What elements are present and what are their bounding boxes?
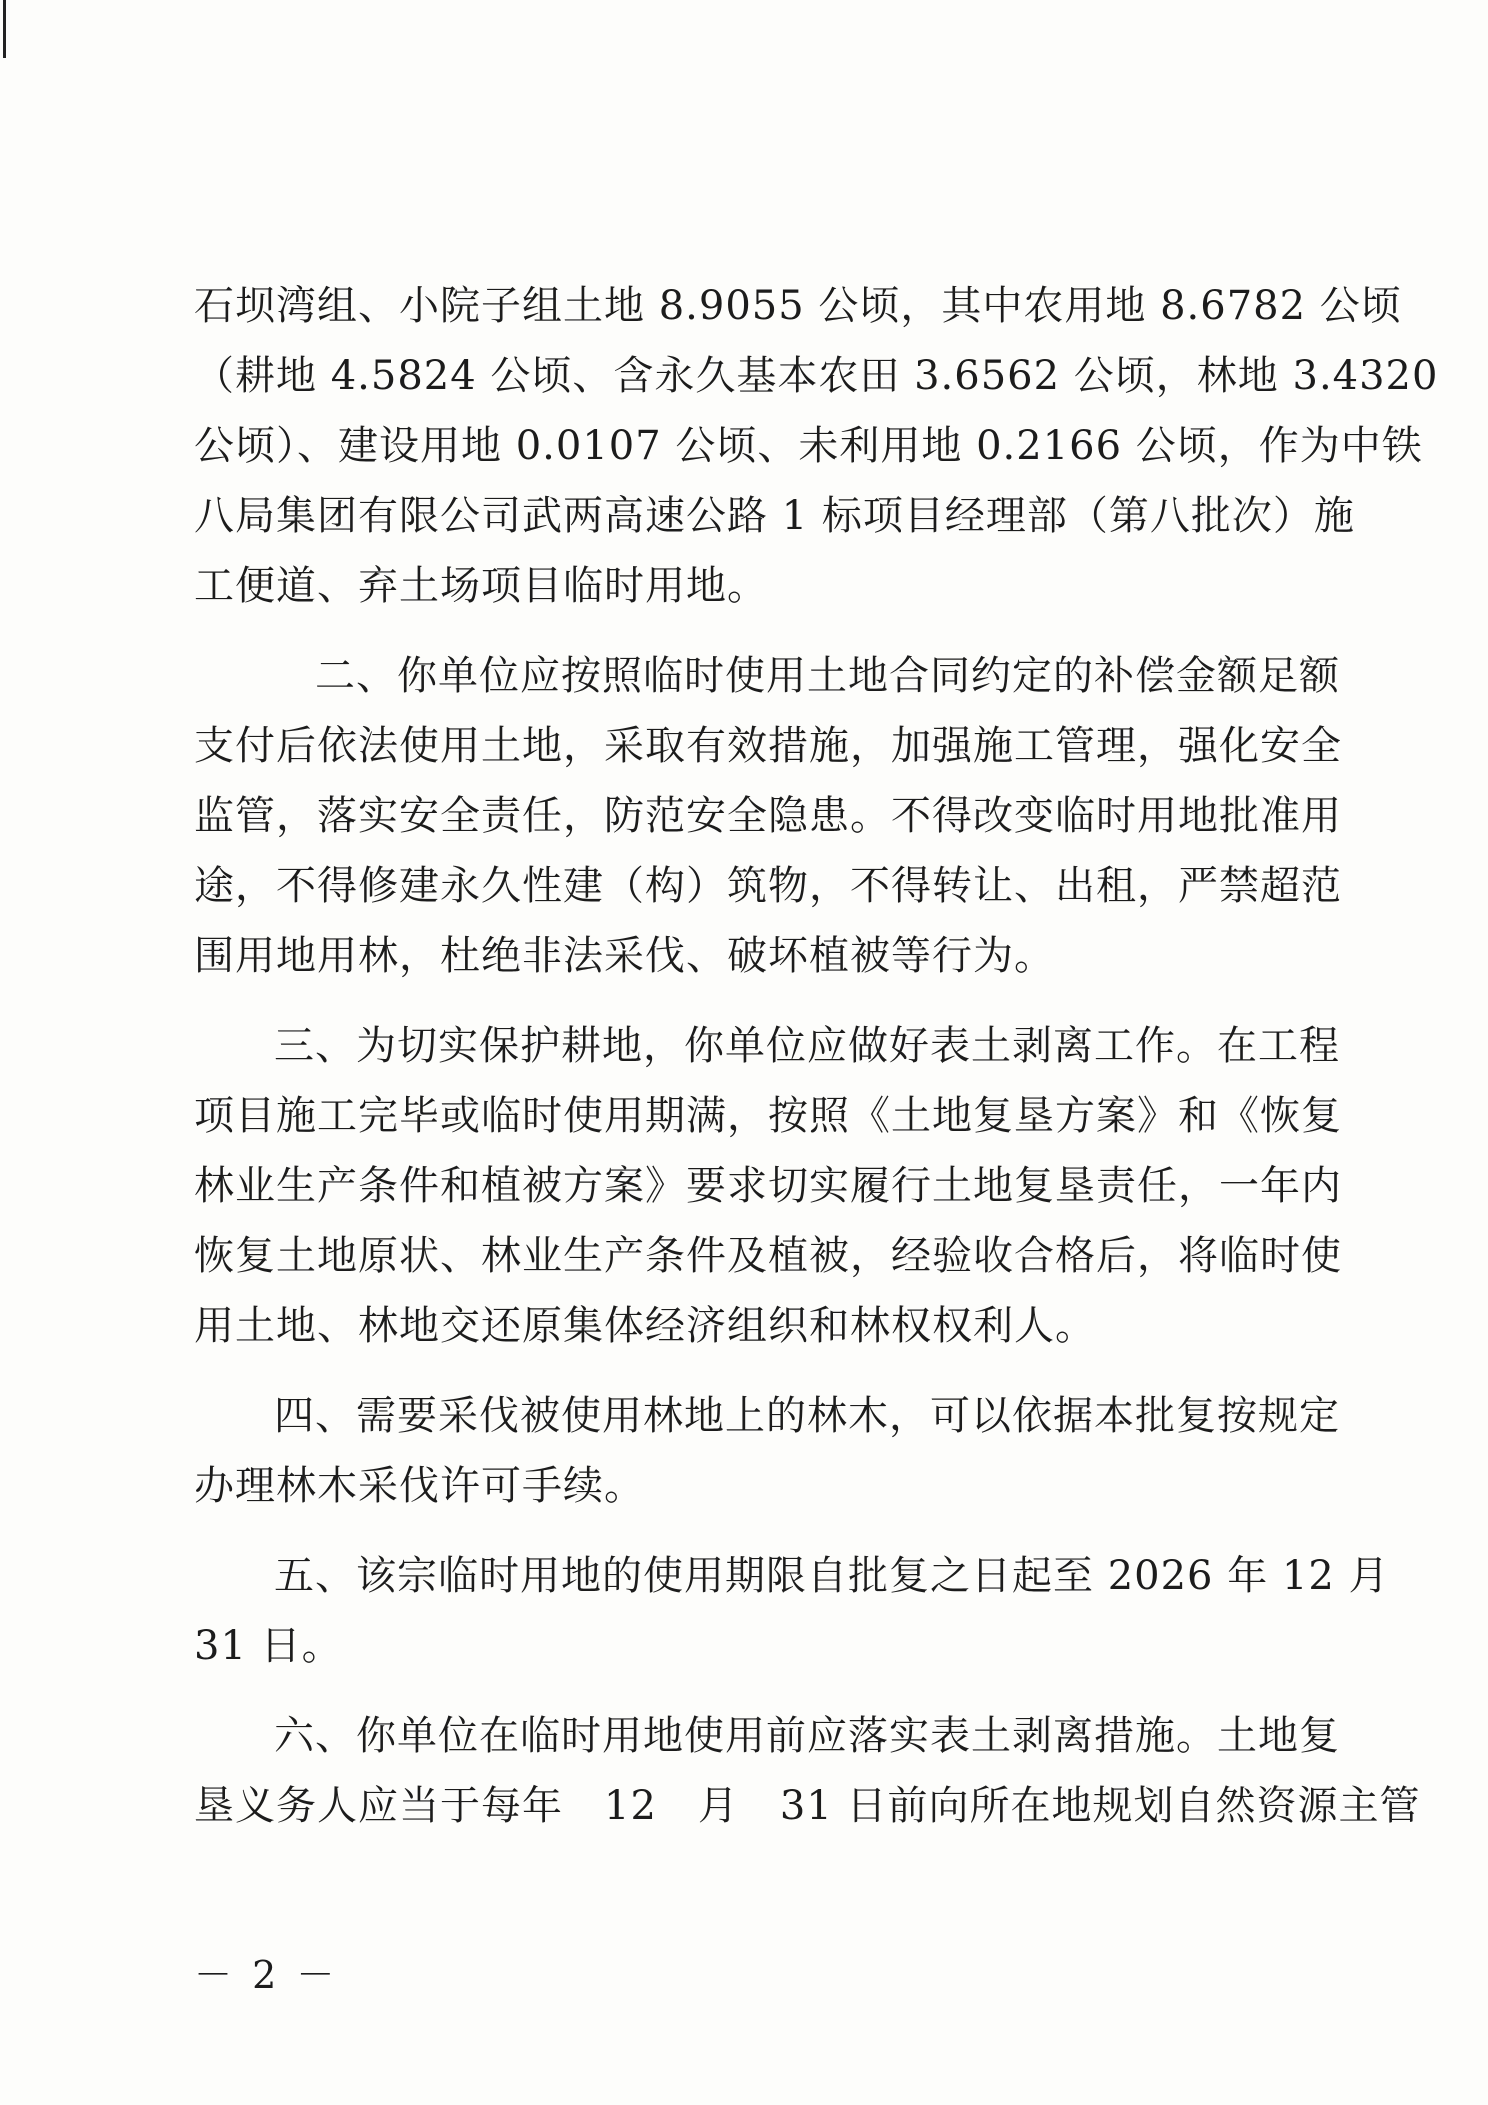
text-line-4: 八局集团有限公司武两高速公路 1 标项目经理部（第八批次）施 <box>194 493 1355 539</box>
text-line-6: 二、你单位应按照临时使用土地合同约定的补偿金额足额 <box>274 653 1340 699</box>
text-line-16: 四、需要采伐被使用林地上的林木，可以依据本批复按规定 <box>274 1393 1340 1439</box>
text-line-21: 垦义务人应当于每年 12 月 31 日前向所在地规划自然资源主管 <box>194 1783 1421 1829</box>
text-line-11: 三、为切实保护耕地，你单位应做好表土剥离工作。在工程 <box>274 1023 1340 1069</box>
text-line-15: 用土地、林地交还原集体经济组织和林权权利人。 <box>194 1303 1096 1349</box>
page-number: － 2 － <box>194 1953 339 1997</box>
text-line-8: 监管，落实安全责任，防范安全隐患。不得改变临时用地批准用 <box>194 793 1342 839</box>
text-line-5: 工便道、弃土场项目临时用地。 <box>194 563 768 609</box>
text-line-2: （耕地 4.5824 公顷、含永久基本农田 3.6562 公顷，林地 3.4320 <box>194 353 1439 399</box>
scan-edge-mark <box>3 0 6 58</box>
text-line-1: 石坝湾组、小院子组土地 8.9055 公顷，其中农用地 8.6782 公顷 <box>194 283 1402 329</box>
text-line-7: 支付后依法使用土地，采取有效措施，加强施工管理，强化安全 <box>194 723 1342 769</box>
text-line-13: 林业生产条件和植被方案》要求切实履行土地复垦责任，一年内 <box>194 1163 1342 1209</box>
text-line-12: 项目施工完毕或临时使用期满，按照《土地复垦方案》和《恢复 <box>194 1093 1342 1139</box>
text-line-17: 办理林木采伐许可手续。 <box>194 1463 645 1509</box>
text-line-3: 公顷）、建设用地 0.0107 公顷、未利用地 0.2166 公顷，作为中铁 <box>194 423 1423 469</box>
text-line-18: 五、该宗临时用地的使用期限自批复之日起至 2026 年 12 月 <box>274 1553 1390 1599</box>
text-line-10: 围用地用林，杜绝非法采伐、破坏植被等行为。 <box>194 933 1055 979</box>
text-line-19: 31 日。 <box>194 1623 343 1669</box>
text-line-9: 途，不得修建永久性建（构）筑物，不得转让、出租，严禁超范 <box>194 863 1342 909</box>
text-line-14: 恢复土地原状、林业生产条件及植被，经验收合格后，将临时使 <box>194 1233 1342 1279</box>
text-line-20: 六、你单位在临时用地使用前应落实表土剥离措施。土地复 <box>274 1713 1340 1759</box>
